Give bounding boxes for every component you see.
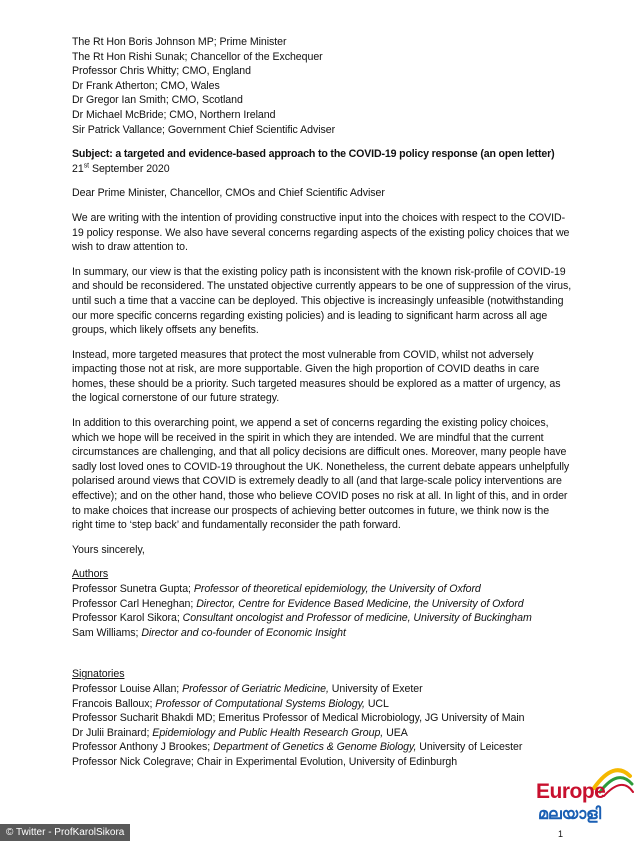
logo-wordmark: Europe bbox=[536, 780, 606, 803]
salutation: Dear Prime Minister, Chancellor, CMOs and Chief Scientific Adviser bbox=[72, 187, 385, 200]
addressee-line: Dr Frank Atherton; CMO, Wales bbox=[72, 79, 220, 92]
europe-malayali-logo bbox=[534, 758, 634, 828]
logo-malayalam-wordmark: മലയാളി bbox=[538, 804, 602, 823]
signatory-entry bbox=[72, 697, 572, 712]
addressee-line: Professor Chris Whitty; CMO, England bbox=[72, 65, 251, 78]
author-entry bbox=[72, 582, 572, 597]
addressee-line: Sir Patrick Vallance; Government Chief Scientific Adviser bbox=[72, 123, 336, 136]
signatory-affiliation: University of Exeter bbox=[328, 682, 423, 695]
authors-section bbox=[72, 567, 572, 640]
signatory-affiliation: UCL bbox=[364, 697, 389, 710]
signatory-name: Francois Balloux; bbox=[72, 697, 156, 710]
signatory-role: Epidemiology and Public Health Research Group, bbox=[152, 726, 384, 739]
signatory-name: Professor Anthony J Brookes; bbox=[72, 741, 214, 754]
author-role: Consultant oncologist and Professor of medicine, University of Buckingham bbox=[182, 612, 532, 625]
signatory-entry bbox=[72, 740, 572, 755]
signatory-name: Dr Julii Brainard; bbox=[72, 726, 153, 739]
page-number: 1 bbox=[558, 829, 564, 839]
signatories-list bbox=[72, 682, 572, 770]
addressee-block bbox=[72, 35, 572, 137]
image-credit: © Twitter - ProfKarolSikora bbox=[0, 824, 130, 841]
authors-list bbox=[72, 582, 572, 640]
date-month-year: September 2020 bbox=[89, 162, 170, 175]
signatory-entry bbox=[72, 726, 572, 741]
body-paragraph: In summary, our view is that the existing policy path is inconsistent with the known risk-profile of COVID-19 and should be reconsidered. The unstated objective currently appears to be one of suppression of the virus, until such a time that a vaccine can be deployed. This objective is increasingly unfeasible (notwithstanding our more specific concerns regarding existing policies) and is leading to significant harm across all age groups, which likely offsets any benefits. bbox=[72, 265, 572, 337]
signatory-affiliation: UEA bbox=[383, 726, 408, 739]
signatory-entry bbox=[72, 755, 572, 770]
authors-heading: Authors bbox=[72, 568, 109, 581]
signatory-affiliation: Chair in Experimental Evolution, University of Edinburgh bbox=[196, 755, 458, 768]
author-entry bbox=[72, 626, 572, 641]
open-letter bbox=[72, 35, 572, 770]
author-name: Professor Sunetra Gupta; bbox=[72, 583, 194, 595]
author-entry bbox=[72, 597, 572, 612]
date-suffix: st bbox=[83, 162, 90, 170]
addressee-line: Dr Gregor Ian Smith; CMO, Scotland bbox=[72, 94, 243, 107]
addressee-line: The Rt Hon Boris Johnson MP; Prime Minister bbox=[72, 36, 287, 48]
signatory-role: Professor of Geriatric Medicine, bbox=[182, 682, 329, 695]
signatory-role: Department of Genetics & Genome Biology, bbox=[213, 741, 417, 754]
closing: Yours sincerely, bbox=[72, 543, 145, 556]
addressee-line: Dr Michael McBride; CMO, Northern Ireland bbox=[72, 108, 276, 121]
signatory-role: Professor of Computational Systems Biology, bbox=[155, 697, 365, 710]
signatories-section bbox=[72, 667, 572, 769]
author-name: Professor Karol Sikora; bbox=[72, 612, 183, 625]
body-paragraph: In addition to this overarching point, we append a set of concerns regarding the existing policy choices, which we hope will be received in the spirit in which they are intended. We are mindful that the current circumstances are challenging, and that all policy decisions are difficult ones. Moreover, many people have sadly lost loved ones to COVID-19 throughout the UK. Nonetheless, the current debate appears unhelpfully polarised around views that COVID is extremely deadly to all (and that large-scale policy interventions are effective); and on the other hand, those who believe COVID poses no risk at all. In light of this, and in order to make choices that increase our prospects of achieving better outcomes in future, we think now is the right time to ‘step back’ and fundamentally reconsider the path forward. bbox=[72, 417, 570, 532]
signatory-name: Professor Sucharit Bhakdi MD; bbox=[72, 712, 219, 725]
letter-date bbox=[72, 162, 572, 177]
signatory-entry bbox=[72, 711, 572, 726]
author-name: Professor Carl Heneghan; bbox=[72, 597, 197, 610]
signatory-affiliation: University of Leicester bbox=[416, 741, 523, 754]
author-entry bbox=[72, 611, 572, 626]
author-role: Director and co-founder of Economic Insight bbox=[141, 626, 346, 639]
author-role: Director, Centre for Evidence Based Medicine, the University of Oxford bbox=[196, 597, 524, 610]
signatory-name: Professor Louise Allan; bbox=[72, 682, 183, 695]
signatories-heading: Signatories bbox=[72, 668, 125, 681]
body-paragraph: We are writing with the intention of providing constructive input into the choices with respect to the COVID-19 policy response. We also have several concerns regarding aspects of the existing policy choices that we wish to draw attention to. bbox=[72, 211, 570, 254]
author-role: Professor of theoretical epidemiology, the University of Oxford bbox=[193, 583, 481, 595]
addressee-line: The Rt Hon Rishi Sunak; Chancellor of the Exchequer bbox=[72, 50, 323, 63]
signatory-entry bbox=[72, 682, 572, 697]
signatory-affiliation: Emeritus Professor of Medical Microbiology, JG University of Main bbox=[218, 712, 525, 725]
body-paragraph: Instead, more targeted measures that protect the most vulnerable from COVID, whilst not adversely impacting those not at risk, are more supportable. Given the high proportion of COVID deaths in care homes, these should be a priority. Such targeted measures should be explored as a matter of urgency, as the logical cornerstone of our future strategy. bbox=[72, 348, 561, 405]
signatory-name: Professor Nick Colegrave; bbox=[72, 755, 197, 768]
date-day: 21 bbox=[72, 162, 84, 175]
subject-line: Subject: a targeted and evidence-based approach to the COVID-19 policy response (an open letter) bbox=[72, 148, 555, 161]
author-name: Sam Williams; bbox=[72, 626, 142, 639]
